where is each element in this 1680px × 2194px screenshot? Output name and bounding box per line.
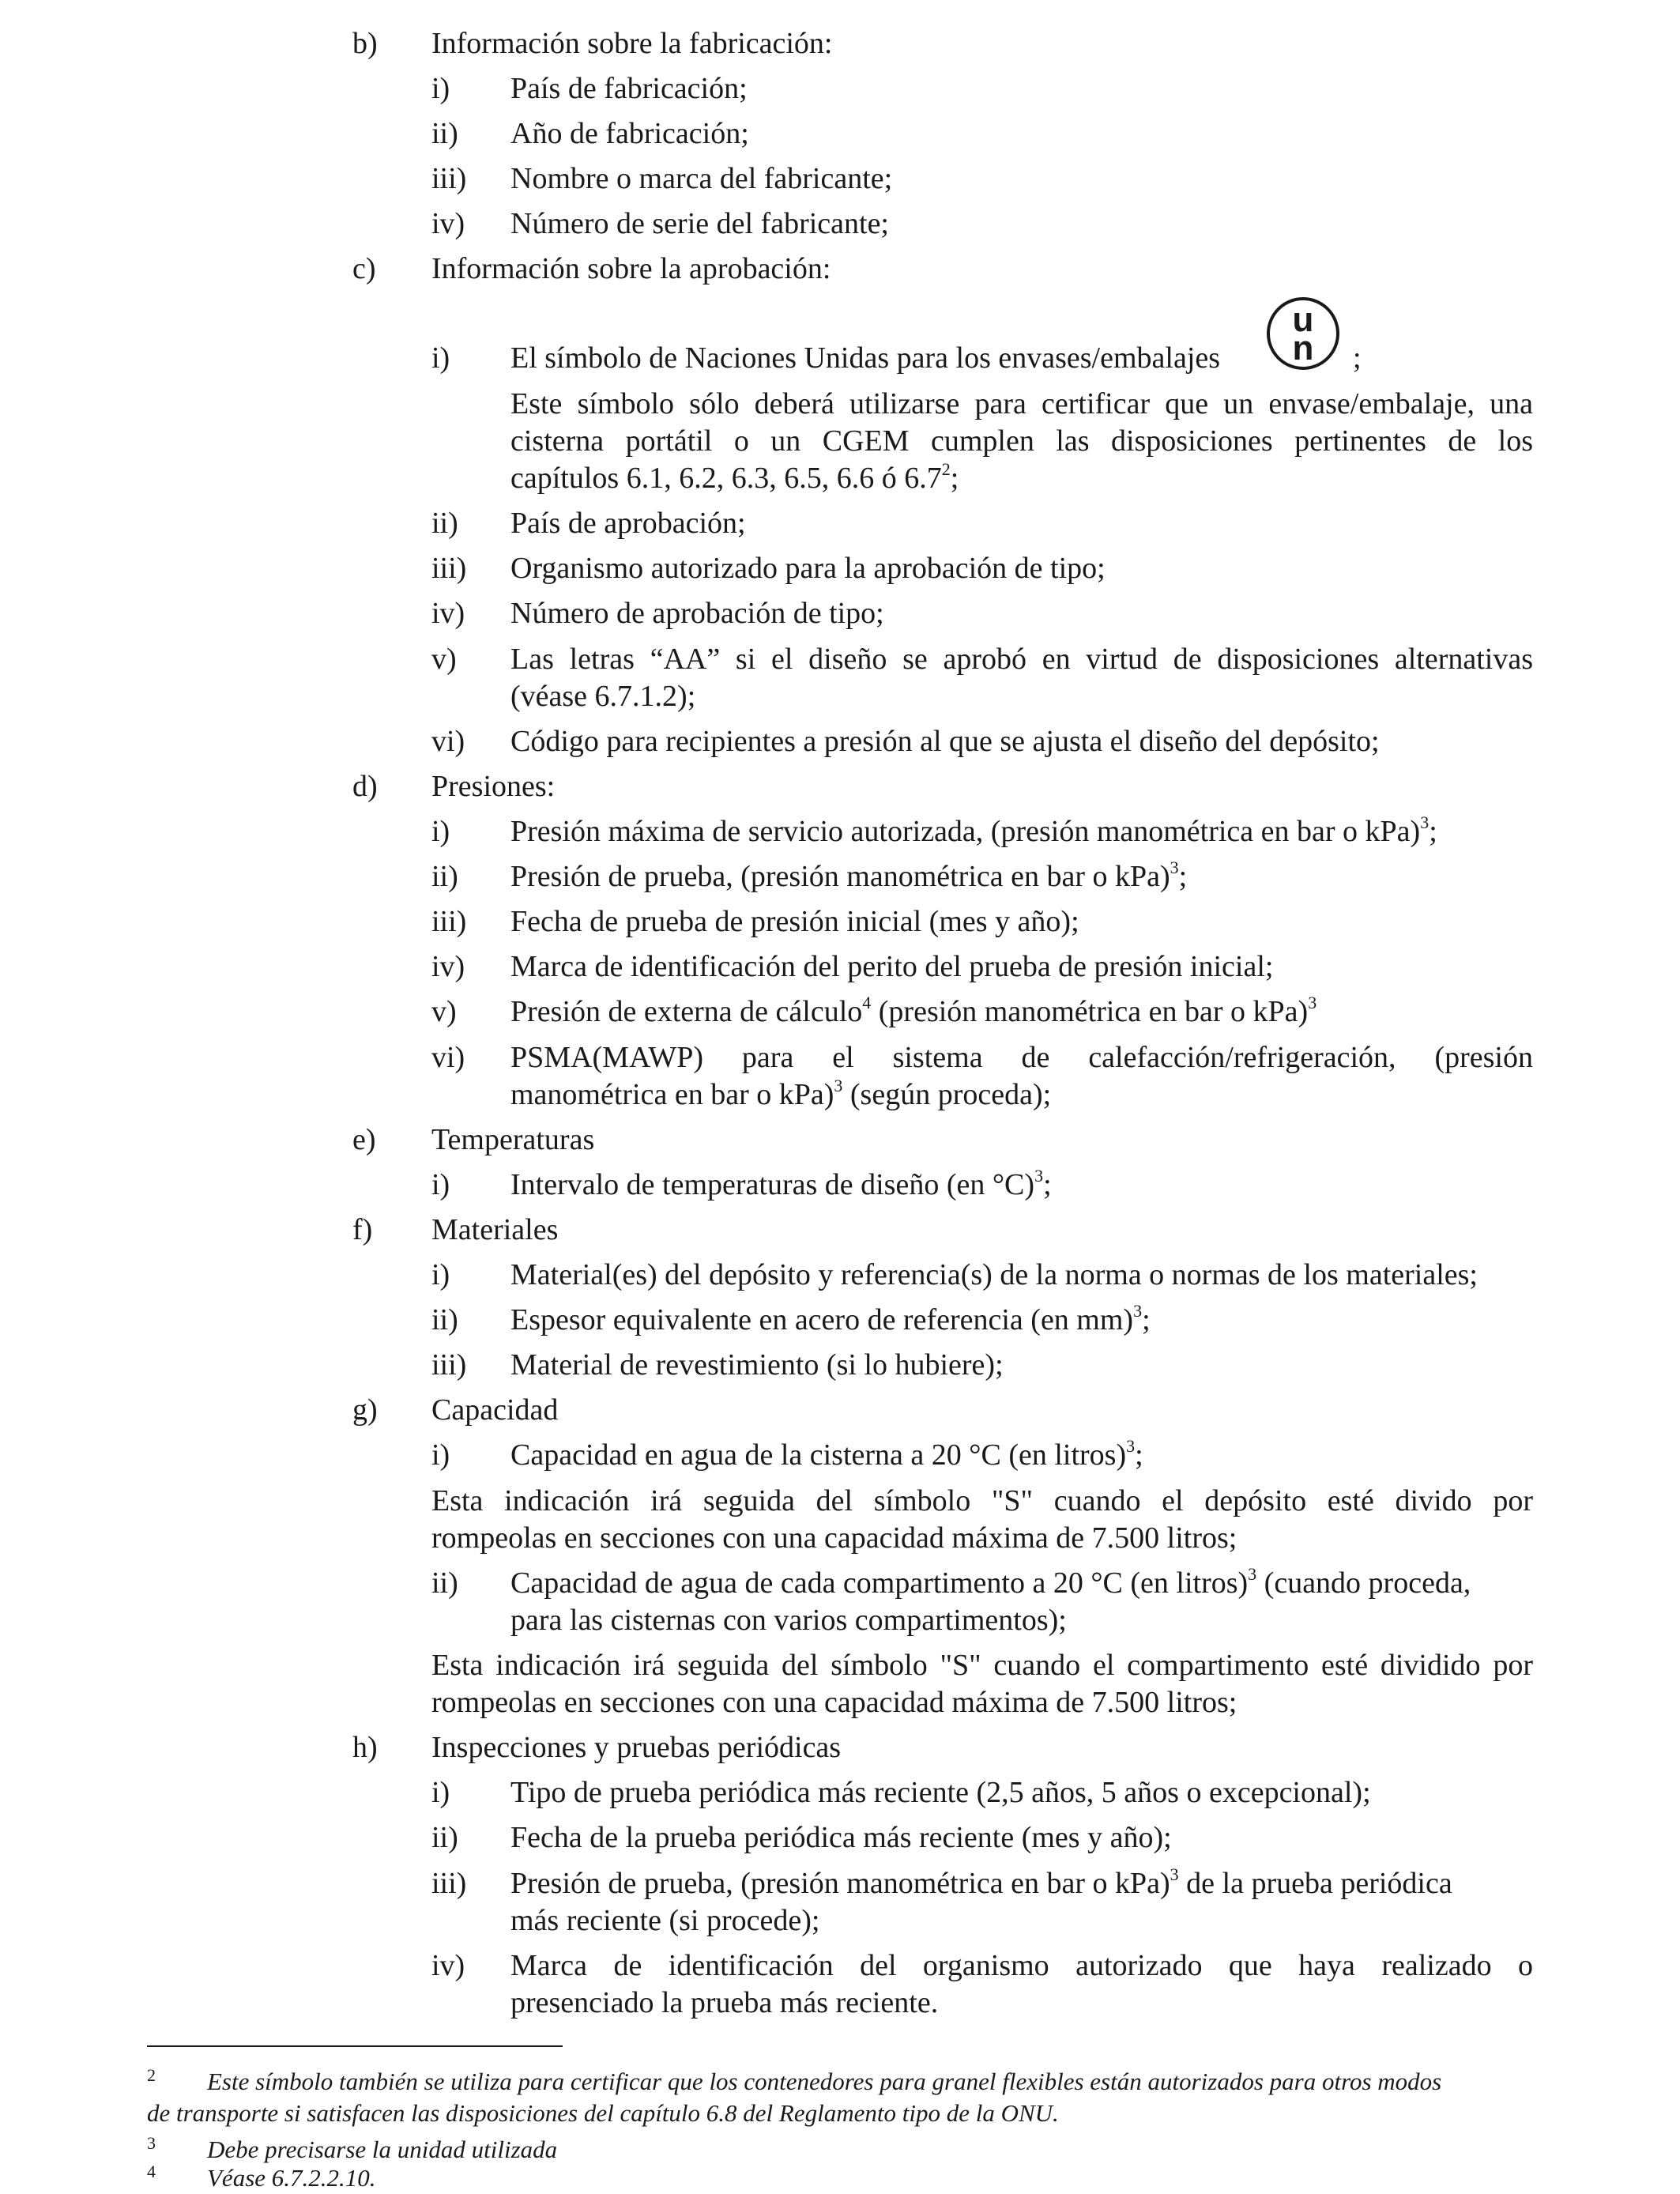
list-item-continuation — [0, 1602, 1680, 1639]
footnote-text: Debe precisarse la unidad utilizada — [207, 2136, 558, 2163]
footnote-number: 3 — [147, 2133, 156, 2153]
note-text: capítulos 6.1, 6.2, 6.3, 6.5, 6.6 ó 6.7 — [510, 462, 942, 495]
list-item — [0, 160, 1680, 198]
item-text: El símbolo de Naciones Unidas para los envases/embalajes — [510, 341, 1221, 375]
item-label: i) — [431, 815, 450, 848]
list-item — [0, 1347, 1680, 1384]
item-text — [510, 1565, 1533, 1602]
un-logo-letter: n — [1292, 329, 1314, 368]
note-end: ; — [950, 462, 959, 495]
item-body: Intervalo de temperaturas de diseño (en °C) — [510, 1168, 1035, 1201]
item-label: i) — [431, 72, 450, 105]
item-body: Capacidad en agua de la cisterna a 20 °C (en litros) — [510, 1438, 1127, 1472]
section-title: Capacidad — [431, 1393, 559, 1427]
item-body: Presión de prueba, (presión manométrica en bar o kPa) — [510, 1867, 1170, 1900]
item-label: ii) — [431, 1566, 458, 1600]
footnote-ref: 3 — [1420, 812, 1430, 833]
section-label: h) — [352, 1731, 378, 1764]
item-text: Número de aprobación de tipo; — [510, 597, 884, 630]
list-item-continuation — [0, 1076, 1680, 1114]
item-label: iv) — [431, 1949, 465, 1982]
note-line — [510, 460, 959, 497]
list-item — [0, 1167, 1680, 1204]
list-item — [0, 340, 1680, 377]
item-label: iii) — [431, 1348, 467, 1382]
list-item — [0, 858, 1680, 895]
note-line: Este símbolo sólo deberá utilizarse para certificar que un envase/embalaje, una — [510, 387, 1533, 420]
section-title: Inspecciones y pruebas periódicas — [431, 1731, 842, 1764]
item-text: País de aprobación; — [510, 507, 746, 540]
section-note — [0, 1684, 1680, 1721]
footnote — [0, 2066, 1680, 2098]
item-label: v) — [431, 995, 457, 1028]
list-item — [0, 723, 1680, 760]
list-item — [0, 903, 1680, 941]
item-end: ; — [1142, 1303, 1151, 1336]
list-item — [0, 1437, 1680, 1474]
item-label: i) — [431, 1258, 450, 1291]
item-body: (presión manométrica en bar o kPa) — [871, 995, 1309, 1028]
item-body: Presión de prueba, (presión manométrica en bar o kPa) — [510, 860, 1170, 893]
note-line: Esta indicación irá seguida del símbolo "S" cuando el depósito esté divido por — [431, 1484, 1533, 1517]
item-end: ; — [1178, 860, 1188, 893]
section-h-heading — [0, 1729, 1680, 1766]
item-body: Presión de externa de cálculo — [510, 995, 863, 1028]
item-text — [510, 813, 1437, 850]
item-text: Fecha de prueba de presión inicial (mes y año); — [510, 905, 1079, 938]
footnote-ref: 3 — [1170, 858, 1179, 878]
section-label: g) — [352, 1393, 378, 1427]
section-f-heading — [0, 1212, 1680, 1249]
item-label: ii) — [431, 1821, 458, 1854]
item-text — [510, 993, 1317, 1031]
item-note — [0, 460, 1680, 497]
footnote-ref: 2 — [941, 459, 951, 480]
item-text: Marca de identificación del organismo autorizado que haya realizado o — [510, 1949, 1533, 1982]
item-body: Presión máxima de servicio autorizada, (presión manométrica en bar o kPa) — [510, 815, 1421, 848]
section-label: f) — [352, 1213, 373, 1246]
item-text: Número de serie del fabricante; — [510, 207, 889, 240]
item-text: Marca de identificación del perito del prueba de presión inicial; — [510, 950, 1274, 983]
section-label: e) — [352, 1123, 376, 1156]
item-text: presenciado la prueba más reciente. — [510, 1986, 939, 2019]
footnote-ref: 3 — [834, 1076, 843, 1096]
item-label: iii) — [431, 552, 467, 585]
list-item — [0, 993, 1680, 1031]
footnote-continuation — [0, 2098, 1680, 2129]
item-text: Material de revestimiento (si lo hubiere); — [510, 1348, 1004, 1382]
item-label: iv) — [431, 597, 465, 630]
item-text — [510, 1437, 1143, 1474]
list-item — [0, 1565, 1680, 1602]
item-text: Organismo autorizado para la aprobación de tipo; — [510, 552, 1106, 585]
item-text: (véase 6.7.1.2); — [510, 680, 696, 713]
item-end: (según proceda); — [842, 1078, 1052, 1111]
note-line: rompeolas en secciones con una capacidad máxima de 7.500 litros; — [431, 1521, 1237, 1555]
list-item — [0, 505, 1680, 542]
item-text — [510, 1865, 1452, 1902]
list-item — [0, 1774, 1680, 1811]
section-note — [0, 1520, 1680, 1557]
item-text: Año de fabricación; — [510, 117, 749, 150]
footnote-text: Véase 6.7.2.2.10. — [207, 2164, 376, 2192]
section-label: b) — [352, 27, 378, 60]
item-body: de la prueba periódica — [1178, 1867, 1452, 1900]
item-body: manométrica en bar o kPa) — [510, 1078, 834, 1111]
section-note — [0, 1483, 1680, 1520]
footnote-ref: 3 — [1170, 1864, 1179, 1885]
footnote-ref: 3 — [1133, 1301, 1143, 1321]
footnote-text: Este símbolo también se utiliza para certificar que los contenedores para granel flexibles están autorizados para otros modos — [207, 2068, 1442, 2095]
section-b-heading — [0, 25, 1680, 62]
item-label: v) — [431, 643, 457, 676]
list-item-continuation — [0, 678, 1680, 715]
item-text: más reciente (si procede); — [510, 1904, 820, 1937]
item-label: vi) — [431, 1041, 465, 1074]
note-line: Esta indicación irá seguida del símbolo "S" cuando el compartimento esté dividido por — [431, 1649, 1533, 1682]
list-item — [0, 115, 1680, 153]
item-text: PSMA(MAWP) para el sistema de calefacción/refrigeración, (presión — [510, 1041, 1533, 1074]
item-label: iv) — [431, 950, 465, 983]
item-label: i) — [431, 1438, 450, 1472]
item-text: Tipo de prueba periódica más reciente (2,5 años, 5 años o excepcional); — [510, 1776, 1371, 1809]
item-text — [510, 1302, 1151, 1339]
note-line: cisterna portátil o un CGEM cumplen las disposiciones pertinentes de los — [510, 424, 1533, 458]
item-end: (cuando proceda, — [1256, 1566, 1471, 1600]
footnote — [0, 2162, 1680, 2194]
footnote-divider — [147, 2045, 563, 2047]
list-item-continuation — [0, 1902, 1680, 1940]
section-e-heading — [0, 1122, 1680, 1159]
item-label: vi) — [431, 725, 465, 758]
list-item — [0, 70, 1680, 107]
item-text: Código para recipientes a presión al que se ajusta el diseño del depósito; — [510, 725, 1380, 758]
section-title: Materiales — [431, 1213, 559, 1246]
un-logo-letter: u — [1292, 300, 1314, 339]
list-item — [0, 1947, 1680, 1985]
item-label: ii) — [431, 507, 458, 540]
list-item — [0, 948, 1680, 986]
section-title: Temperaturas — [431, 1123, 595, 1156]
un-symbol-icon — [1264, 295, 1342, 372]
section-title: Información sobre la aprobación: — [431, 252, 831, 285]
list-item — [0, 1302, 1680, 1339]
item-text: Fecha de la prueba periódica más reciente (mes y año); — [510, 1821, 1172, 1854]
section-c-heading — [0, 251, 1680, 288]
footnote-ref: 4 — [862, 993, 872, 1013]
footnote-ref: 3 — [1308, 993, 1317, 1013]
item-text: para las cisternas con varios compartimentos); — [510, 1604, 1067, 1637]
section-title: Presiones: — [431, 770, 556, 803]
item-body: Espesor equivalente en acero de referencia (en mm) — [510, 1303, 1134, 1336]
item-label: i) — [431, 341, 450, 375]
item-label: iii) — [431, 162, 467, 195]
footnote-ref: 3 — [1248, 1564, 1257, 1585]
item-text: Nombre o marca del fabricante; — [510, 162, 893, 195]
section-label: c) — [352, 252, 376, 285]
item-text — [510, 1167, 1052, 1204]
section-label: d) — [352, 770, 378, 803]
item-text: Las letras “AA” si el diseño se aprobó en virtud de disposiciones alternativas — [510, 643, 1533, 676]
item-text: Material(es) del depósito y referencia(s) de la norma o normas de los materiales; — [510, 1258, 1478, 1291]
item-label: iv) — [431, 207, 465, 240]
item-text — [510, 1076, 1051, 1114]
section-d-heading — [0, 768, 1680, 805]
item-text: País de fabricación; — [510, 72, 748, 105]
item-label: iii) — [431, 1867, 467, 1900]
list-item — [0, 595, 1680, 632]
note-line: rompeolas en secciones con una capacidad máxima de 7.500 litros; — [431, 1686, 1237, 1719]
item-punctuation: ; — [1353, 341, 1362, 375]
item-label: iii) — [431, 905, 467, 938]
item-label: ii) — [431, 860, 458, 893]
list-item — [0, 813, 1680, 850]
list-item — [0, 641, 1680, 678]
item-label: i) — [431, 1168, 450, 1201]
list-item — [0, 1865, 1680, 1902]
section-title: Información sobre la fabricación: — [431, 27, 833, 60]
list-item — [0, 1039, 1680, 1076]
item-end: ; — [1135, 1438, 1143, 1472]
item-end: ; — [1043, 1168, 1052, 1201]
list-item — [0, 550, 1680, 587]
footnote — [0, 2134, 1680, 2166]
item-label: ii) — [431, 1303, 458, 1336]
footnote-text: de transporte si satisfacen las disposiciones del capítulo 6.8 del Reglamento tipo de la ONU. — [147, 2099, 1059, 2127]
item-note — [0, 423, 1680, 460]
list-item — [0, 1257, 1680, 1294]
section-g-heading — [0, 1392, 1680, 1429]
list-item-continuation — [0, 1985, 1680, 2022]
footnote-number: 2 — [147, 2065, 156, 2085]
item-note — [0, 386, 1680, 423]
list-item — [0, 1819, 1680, 1857]
footnote-ref: 3 — [1126, 1436, 1136, 1457]
item-label: ii) — [431, 117, 458, 150]
item-label: i) — [431, 1776, 450, 1809]
item-body: Capacidad de agua de cada compartimento a 20 °C (en litros) — [510, 1566, 1249, 1600]
section-note — [0, 1647, 1680, 1684]
list-item — [0, 205, 1680, 243]
footnote-ref: 3 — [1034, 1166, 1044, 1186]
item-end: ; — [1429, 815, 1437, 848]
item-text — [510, 858, 1187, 895]
footnote-number: 4 — [147, 2162, 156, 2181]
